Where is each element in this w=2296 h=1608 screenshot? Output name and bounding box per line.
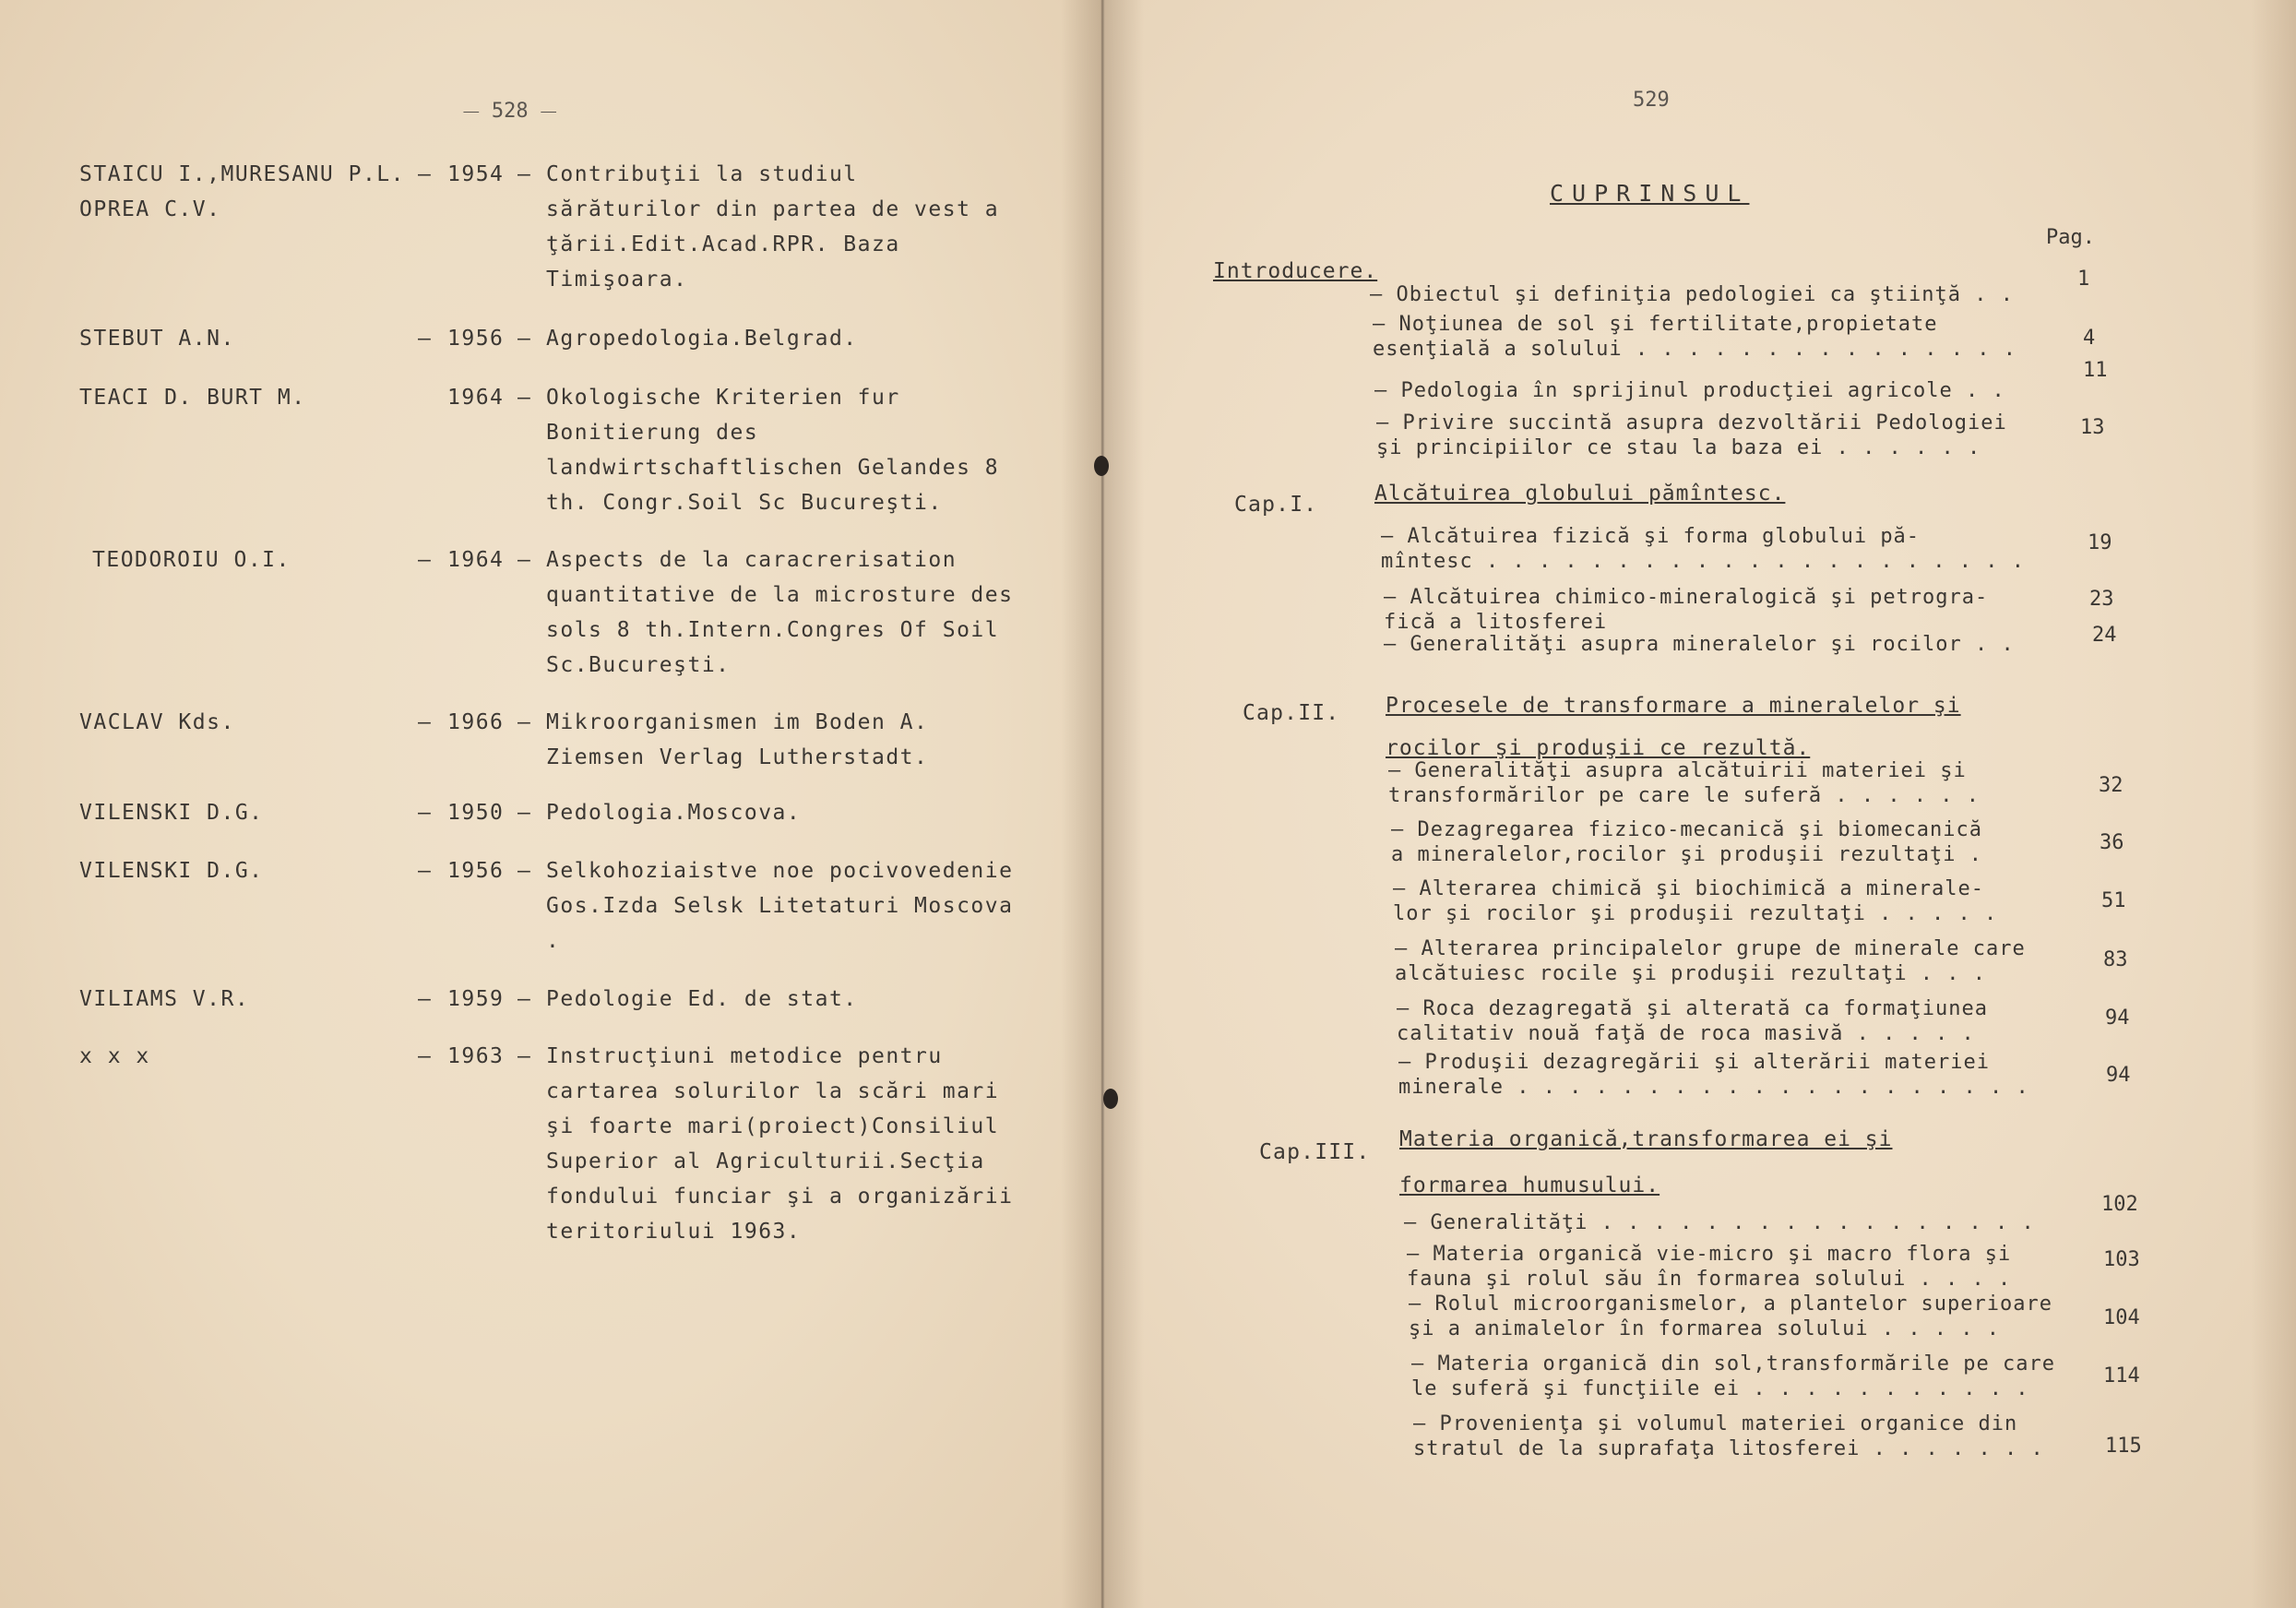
toc-page-number: 19: [2088, 531, 2112, 554]
toc-page-number: 32: [2099, 774, 2124, 797]
bib-description: Okologische Kriterien fur Bonitierung des landwirtschaftlischen Gelandes 8 th. Congr.Soil Sc Bucureşti.: [546, 386, 1000, 515]
section-title: Introducere.: [1213, 259, 1378, 283]
toc-page-number: 51: [2101, 889, 2126, 912]
bib-dash: –: [517, 1044, 530, 1068]
binding-hole: [1103, 1089, 1118, 1109]
bib-description: Aspects de la caracrerisation quantitative de la microsture des sols 8 th.Intern.Congres Of Soil Sc.Bucureşti.: [546, 548, 1014, 677]
bib-description: Pedologie Ed. de stat.: [546, 987, 858, 1011]
bib-dash: –: [418, 162, 431, 186]
bib-author: STEBUT A.N.: [79, 327, 235, 351]
toc-page-number: 94: [2106, 1064, 2131, 1087]
bib-author: TEODOROIU O.I.: [92, 548, 291, 572]
bib-dash: –: [517, 548, 530, 572]
toc-page-number: 13: [2080, 416, 2105, 439]
bib-author: TEACI D. BURT M.: [79, 386, 306, 410]
bib-dash: –: [517, 801, 530, 825]
toc-page-number: 11: [2083, 359, 2108, 382]
chapter-label: Cap.I.: [1234, 493, 1318, 517]
bib-year: 1964: [447, 386, 505, 410]
book-gutter: [1061, 0, 1144, 1608]
toc-page-number: 94: [2105, 1006, 2130, 1030]
toc-entry: – Pedologia în sprijinul producţiei agricole . .: [1374, 379, 2005, 402]
chapter-label: Cap.II.: [1243, 701, 1340, 725]
bib-description: Pedologia.Moscova.: [546, 801, 802, 825]
toc-entry: – Materia organică din sol,transformările pe care le suferă şi funcţiile ei . . . . . . . . . . .: [1411, 1352, 2056, 1400]
toc-page-number: 104: [2103, 1306, 2140, 1329]
bib-author: VILIAMS V.R.: [79, 987, 250, 1011]
page-column-label: Pag.: [2046, 226, 2095, 249]
toc-entry: – Alterarea chimică şi biochimică a minerale- lor şi rocilor şi produşii rezultaţi . . . . .: [1393, 877, 1998, 925]
page-number-left: ⏤ 528 ⏤: [463, 100, 557, 123]
bib-dash: –: [517, 327, 530, 351]
toc-page-number: 4: [2083, 327, 2096, 350]
toc-entry: – Alcătuirea chimico-mineralogică şi petrogra- fică a litosferei: [1384, 586, 1989, 634]
bib-author: VACLAV Kds.: [79, 710, 235, 734]
bib-author: x x x: [79, 1044, 150, 1068]
bib-description: Instrucţiuni metodice pentru cartarea solurilor la scări mari şi foarte mari(proiect)Consiliul Superior al Agriculturii.Secţia fondului funciar şi a organizării teritoriului 1963.: [546, 1044, 1014, 1244]
page-number-right: 529: [1633, 89, 1670, 112]
bib-dash: –: [517, 710, 530, 734]
bib-description: Mikroorganismen im Boden A. Ziemsen Verlag Lutherstadt.: [546, 710, 929, 769]
bib-author: VILENSKI D.G.: [79, 801, 264, 825]
bib-dash: –: [517, 162, 530, 186]
toc-page-number: 1: [2077, 268, 2090, 291]
toc-entry: – Produşii dezagregării şi alterării materiei minerale . . . . . . . . . . . . . . . . . . . .: [1398, 1051, 2029, 1099]
page-edge-shadow: [2251, 0, 2296, 1608]
bib-year: 1966: [447, 710, 505, 734]
bib-author: STAICU I.,MURESANU P.L. OPREA C.V.: [79, 162, 405, 221]
toc-page-number: 102: [2101, 1193, 2138, 1216]
bib-dash: –: [517, 987, 530, 1011]
toc-entry: – Provenienţa şi volumul materiei organice din stratul de la suprafaţa litosferei . . . . . . .: [1413, 1412, 2044, 1460]
bib-dash: –: [418, 859, 431, 883]
contents-title: CUPRINSUL: [1550, 180, 1750, 207]
toc-page-number: 115: [2105, 1435, 2142, 1458]
toc-page-number: 103: [2103, 1248, 2140, 1271]
chapter-title: Procesele de transformare a mineralelor şi rocilor şi produşii ce rezultă.: [1386, 694, 1961, 760]
bib-dash: –: [418, 987, 431, 1011]
bib-year: 1956: [447, 327, 505, 351]
bib-year: 1959: [447, 987, 505, 1011]
chapter-label: Cap.III.: [1259, 1140, 1371, 1164]
binding-hole: [1094, 456, 1109, 476]
bib-dash: –: [517, 386, 530, 410]
bib-dash: –: [418, 801, 431, 825]
bib-year: 1950: [447, 801, 505, 825]
bib-dash: –: [418, 1044, 431, 1068]
toc-entry: – Noţiunea de sol şi fertilitate,propietate esenţială a solului . . . . . . . . . . . . . . .: [1373, 313, 2017, 361]
bib-description: Agropedologia.Belgrad.: [546, 327, 858, 351]
bib-year: 1963: [447, 1044, 505, 1068]
toc-page-number: 36: [2100, 831, 2124, 854]
toc-entry: – Rolul microorganismelor, a plantelor superioare şi a animalelor în formarea solului . . . . .: [1409, 1292, 2053, 1340]
toc-page-number: 83: [2103, 948, 2128, 971]
toc-entry: – Generalităţi asupra alcătuirii materiei şi transformărilor pe care le suferă . . . . . .: [1388, 759, 1981, 807]
bib-year: 1964: [447, 548, 505, 572]
toc-entry: – Generalităţi . . . . . . . . . . . . . . . . .: [1404, 1211, 2035, 1234]
bib-dash: –: [418, 327, 431, 351]
toc-entry: – Materia organică vie-micro şi macro flora şi fauna şi rolul său în formarea solului . . . .: [1407, 1243, 2012, 1291]
toc-entry: – Alcătuirea fizică şi forma globului pă- mîntesc . . . . . . . . . . . . . . . . . . . . .: [1381, 525, 2026, 573]
toc-entry: – Roca dezagregată şi alterată ca formaţiunea calitativ nouă faţă de roca masivă . . . . .: [1397, 997, 1989, 1045]
bib-dash: –: [418, 710, 431, 734]
bib-year: 1954: [447, 162, 505, 186]
toc-entry: – Obiectul şi definiţia pedologiei ca ştiinţă . .: [1370, 283, 2015, 306]
bib-dash: –: [517, 859, 530, 883]
toc-entry: – Generalităţi asupra mineralelor şi rocilor . .: [1384, 633, 2015, 656]
bib-year: 1956: [447, 859, 505, 883]
bib-author: VILENSKI D.G.: [79, 859, 264, 883]
bib-description: Selkohoziaistve noe pocivovedenie Gos.Izda Selsk Litetaturi Moscova .: [546, 859, 1014, 953]
toc-entry: – Privire succintă asupra dezvoltării Pedologiei şi principiilor ce stau la baza ei . . . . . .: [1376, 411, 2007, 459]
toc-entry: – Dezagregarea fizico-mecanică şi biomecanică a mineralelor,rocilor şi produşii rezultaţi .: [1391, 818, 1983, 866]
toc-page-number: 23: [2089, 588, 2114, 611]
toc-entry: – Alterarea principalelor grupe de minerale care alcătuiesc rocile şi produşii rezultaţi . . .: [1395, 937, 2026, 985]
chapter-title: Alcătuirea globului pămîntesc.: [1374, 482, 1786, 506]
toc-page-number: 114: [2103, 1364, 2140, 1388]
chapter-title: Materia organică,transformarea ei şi formarea humusului.: [1399, 1127, 1893, 1197]
bib-dash: –: [418, 548, 431, 572]
bib-description: Contribuţii la studiul sărăturilor din partea de vest a ţării.Edit.Acad.RPR. Baza Timişoara.: [546, 162, 1000, 292]
toc-page-number: 24: [2092, 624, 2117, 647]
